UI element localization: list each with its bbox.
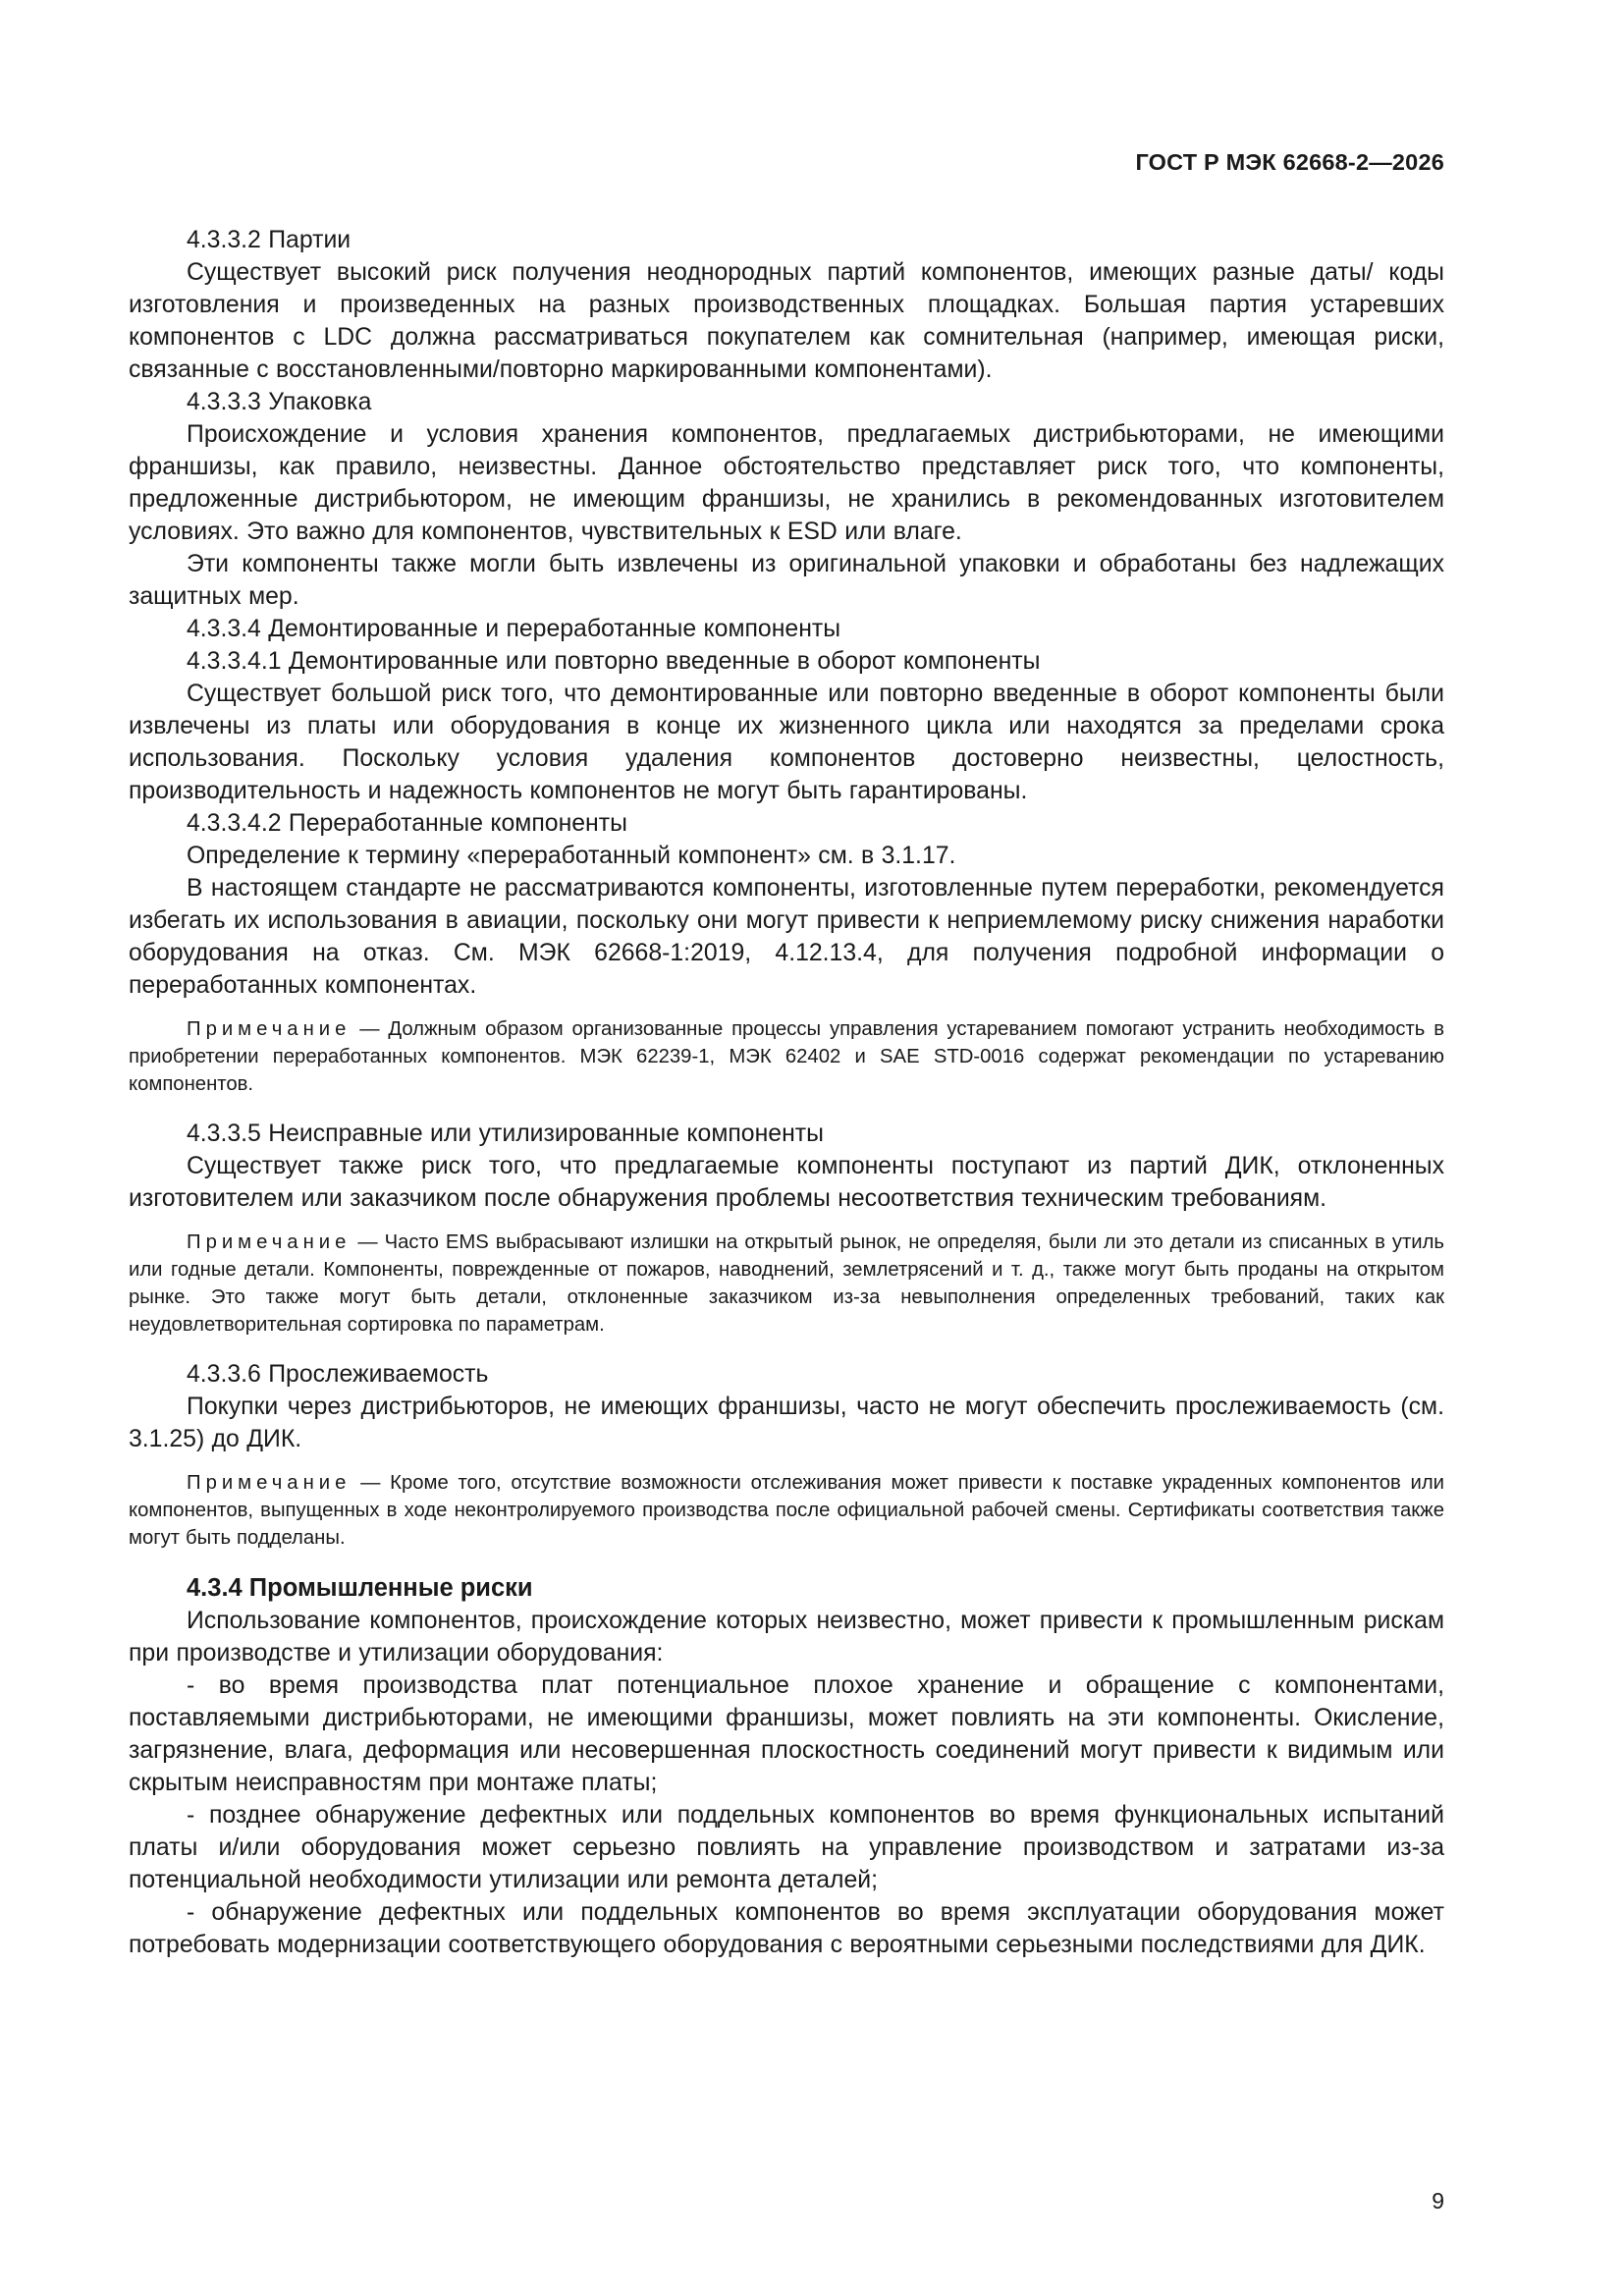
note-text: — Должным образом организованные процессы управления устареванием помогают устранить необходимость в приобретении переработанных компонентов. МЭК 62239-1, МЭК 62402 и SAE STD-0016 содержат рекомендации по устареванию компонентов. bbox=[129, 1018, 1444, 1095]
body-paragraph: Происхождение и условия хранения компонентов, предлагаемых дистрибьюторами, не имеющими франшизы, как правило, неизвестны. Данное обстоятельство представляет риск того, что компоненты, предложенные дистрибьютором, не имеющим франшизы, не хранились в рекомендованных изготовителем условиях. Это важно для компонентов, чувствительных к ESD или влаге. bbox=[129, 421, 1444, 545]
body-paragraph: Существует также риск того, что предлагаемые компоненты поступают из партий ДИК, отклоненных изготовителем или заказчиком после обнаружения проблемы несоответствия техническим требованиям. bbox=[129, 1153, 1444, 1212]
note-label: Примечание bbox=[187, 1472, 352, 1494]
document-header: ГОСТ Р МЭК 62668-2—2026 bbox=[1135, 149, 1444, 175]
body-paragraph: Определение к термину «переработанный компонент» см. в 3.1.17. bbox=[187, 843, 956, 869]
section-heading-4-3-4: 4.3.4 Промышленные риски bbox=[187, 1574, 533, 1602]
clause-heading-4-3-3-3: 4.3.3.3 Упаковка bbox=[187, 389, 372, 415]
note-paragraph bbox=[129, 1469, 1444, 1552]
body-paragraph: Использование компонентов, происхождение которых неизвестно, может привести к промышленным рискам при производстве и утилизации оборудования: bbox=[129, 1608, 1444, 1667]
clause-heading-4-3-3-5: 4.3.3.5 Неисправные или утилизированные компоненты bbox=[187, 1121, 824, 1147]
body-paragraph: Покупки через дистрибьюторов, не имеющих франшизы, часто не могут обеспечить прослеживаемость (см. 3.1.25) до ДИК. bbox=[129, 1394, 1444, 1452]
clause-heading-4-3-3-2: 4.3.3.2 Партии bbox=[187, 227, 352, 253]
page-number: 9 bbox=[1432, 2188, 1444, 2214]
body-paragraph: Эти компоненты также могли быть извлечены из оригинальной упаковки и обработаны без надлежащих защитных мер. bbox=[129, 551, 1444, 610]
list-item: - во время производства плат потенциальное плохое хранение и обращение с компонентами, поставляемыми дистрибьюторами, не имеющими франшизы, может повлиять на эти компоненты. Окисление, загрязнение, влага, деформация или несовершенная плоскостность соединений могут привести к видимым или скрытым неисправностям при монтаже платы; bbox=[129, 1672, 1444, 1796]
body-paragraph: В настоящем стандарте не рассматриваются компоненты, изготовленные путем переработки, рекомендуется избегать их использования в авиации, поскольку они могут привести к неприемлемому риску снижения наработки оборудования на отказ. См. МЭК 62668-1:2019, 4.12.13.4, для получения подробной информации о переработанных компонентах. bbox=[129, 875, 1444, 999]
note-text: — Часто EMS выбрасывают излишки на открытый рынок, не определяя, были ли это детали из списанных в утиль или годные детали. Компоненты, поврежденные от пожаров, наводнений, землетрясений и т. д., также могут быть проданы на открытом рынке. Это также могут быть детали, отклоненные заказчиком из-за невыполнения определенных требований, таких как неудовлетворительная сортировка по параметрам. bbox=[129, 1231, 1444, 1336]
clause-heading-4-3-3-4: 4.3.3.4 Демонтированные и переработанные компоненты bbox=[187, 616, 841, 642]
note-text: — Кроме того, отсутствие возможности отслеживания может привести к поставке украденных компонентов или компонентов, выпущенных в ходе неконтролируемого производства после официальной рабочей смены. Сертификаты соответствия также могут быть подделаны. bbox=[129, 1472, 1444, 1549]
note-label: Примечание bbox=[187, 1231, 352, 1253]
list-item: - позднее обнаружение дефектных или поддельных компонентов во время функциональных испытаний платы и/или оборудования может серьезно повлиять на управление производством и затратами из-за потенциальной необходимости утилизации или ремонта деталей; bbox=[129, 1802, 1444, 1893]
document-body bbox=[129, 224, 1444, 1961]
note-label: Примечание bbox=[187, 1018, 352, 1040]
body-paragraph: Существует большой риск того, что демонтированные или повторно введенные в оборот компоненты были извлечены из платы или оборудования в конце их жизненного цикла или находятся за пределами срока использования. Поскольку условия удаления компонентов достоверно неизвестны, целостность, производительность и надежность компонентов не могут быть гарантированы. bbox=[129, 681, 1444, 804]
clause-heading-4-3-3-6: 4.3.3.6 Прослеживаемость bbox=[187, 1361, 489, 1388]
list-item: - обнаружение дефектных или поддельных компонентов во время эксплуатации оборудования может потребовать модернизации соответствующего оборудования с вероятными серьезными последствиями для ДИК. bbox=[129, 1899, 1444, 1958]
note-paragraph bbox=[129, 1015, 1444, 1098]
body-paragraph: Существует высокий риск получения неоднородных партий компонентов, имеющих разные даты/ коды изготовления и произведенных на разных производственных площадках. Большая партия устаревших компонентов с LDC должна рассматриваться покупателем как сомнительная (например, имеющая риски, связанные с восстановленными/повторно маркированными компонентами). bbox=[129, 259, 1444, 383]
clause-heading-4-3-3-4-2: 4.3.3.4.2 Переработанные компоненты bbox=[187, 810, 627, 837]
note-paragraph bbox=[129, 1229, 1444, 1339]
clause-heading-4-3-3-4-1: 4.3.3.4.1 Демонтированные или повторно введенные в оборот компоненты bbox=[187, 648, 1041, 675]
